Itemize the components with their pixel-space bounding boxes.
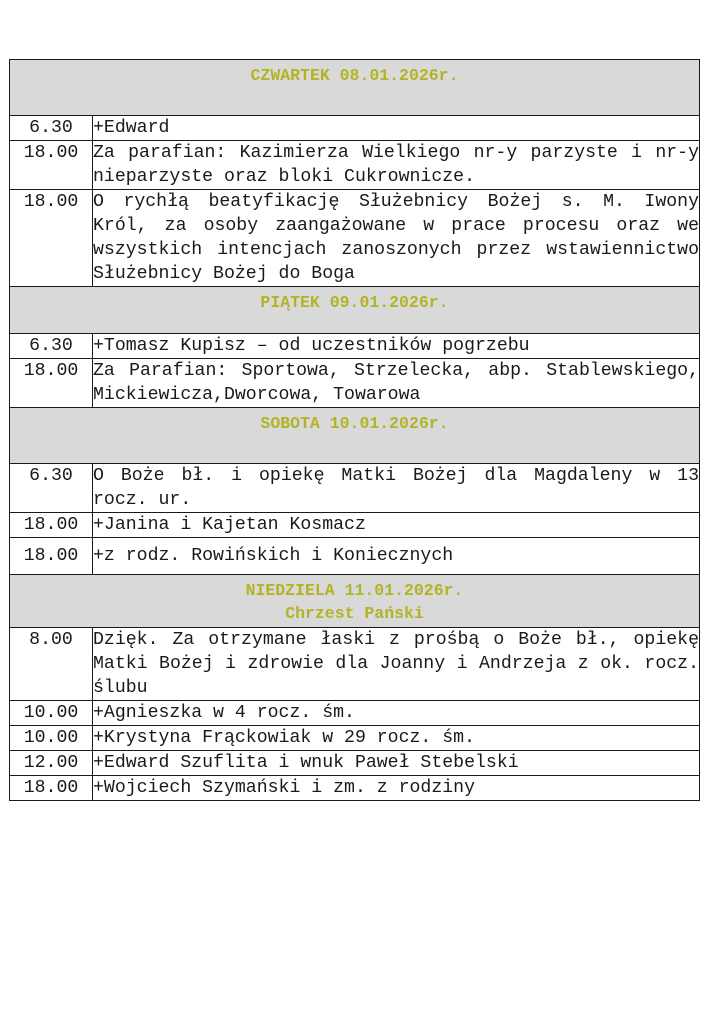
mass-intention: +z rodz. Rowińskich i Koniecznych [93, 538, 700, 575]
day-title: NIEDZIELA 11.01.2026r. [245, 581, 464, 600]
table-row [10, 751, 700, 776]
mass-time: 12.00 [10, 751, 93, 776]
day-header [10, 575, 700, 628]
day-header-row [10, 60, 700, 116]
table-row [10, 116, 700, 141]
mass-time: 18.00 [10, 538, 93, 575]
day-header-row [10, 575, 700, 628]
table-row [10, 701, 700, 726]
mass-time: 18.00 [10, 359, 93, 408]
table-row [10, 628, 700, 701]
day-title: PIĄTEK 09.01.2026r. [260, 293, 449, 312]
table-row [10, 464, 700, 513]
table-row [10, 726, 700, 751]
mass-intention: +Agnieszka w 4 rocz. śm. [93, 701, 700, 726]
mass-time: 6.30 [10, 334, 93, 359]
mass-time: 18.00 [10, 776, 93, 801]
mass-intention: +Edward [93, 116, 700, 141]
mass-time: 6.30 [10, 116, 93, 141]
table-row [10, 359, 700, 408]
mass-schedule-table [9, 59, 700, 801]
mass-time: 8.00 [10, 628, 93, 701]
day-header [10, 60, 700, 116]
mass-intention: +Wojciech Szymański i zm. z rodziny [93, 776, 700, 801]
mass-intention: +Krystyna Frąckowiak w 29 rocz. śm. [93, 726, 700, 751]
mass-intention: O rychłą beatyfikację Służebnicy Bożej s. M. Iwony Król, za osoby zaangażowane w prace procesu oraz we wszystkich intencjach zanoszonych przez wstawiennictwo Służebnicy Bożej do Boga [93, 190, 700, 287]
table-row [10, 141, 700, 190]
mass-intention: +Edward Szuflita i wnuk Paweł Stebelski [93, 751, 700, 776]
day-header [10, 287, 700, 334]
table-row [10, 190, 700, 287]
mass-intention: +Janina i Kajetan Kosmacz [93, 513, 700, 538]
table-row [10, 776, 700, 801]
mass-intention: +Tomasz Kupisz – od uczestników pogrzebu [93, 334, 700, 359]
day-title: CZWARTEK 08.01.2026r. [250, 66, 459, 85]
mass-intention: Za Parafian: Sportowa, Strzelecka, abp. Stablewskiego, Mickiewicza,Dworcowa, Towarowa [93, 359, 700, 408]
mass-intention: Dzięk. Za otrzymane łaski z prośbą o Boże bł., opiekę Matki Bożej i zdrowie dla Joanny i Andrzeja z ok. rocz. ślubu [93, 628, 700, 701]
mass-time: 18.00 [10, 190, 93, 287]
day-title: SOBOTA 10.01.2026r. [260, 414, 449, 433]
mass-time: 18.00 [10, 141, 93, 190]
table-row [10, 538, 700, 575]
mass-intention: O Boże bł. i opiekę Matki Bożej dla Magdaleny w 13 rocz. ur. [93, 464, 700, 513]
day-subtitle: Chrzest Pański [285, 604, 424, 623]
table-row [10, 334, 700, 359]
day-header [10, 408, 700, 464]
mass-time: 10.00 [10, 726, 93, 751]
mass-time: 18.00 [10, 513, 93, 538]
day-header-row [10, 287, 700, 334]
day-header-row [10, 408, 700, 464]
mass-time: 10.00 [10, 701, 93, 726]
table-row [10, 513, 700, 538]
mass-intention: Za parafian: Kazimierza Wielkiego nr-y parzyste i nr-y nieparzyste oraz bloki Cukrownicze. [93, 141, 700, 190]
mass-time: 6.30 [10, 464, 93, 513]
